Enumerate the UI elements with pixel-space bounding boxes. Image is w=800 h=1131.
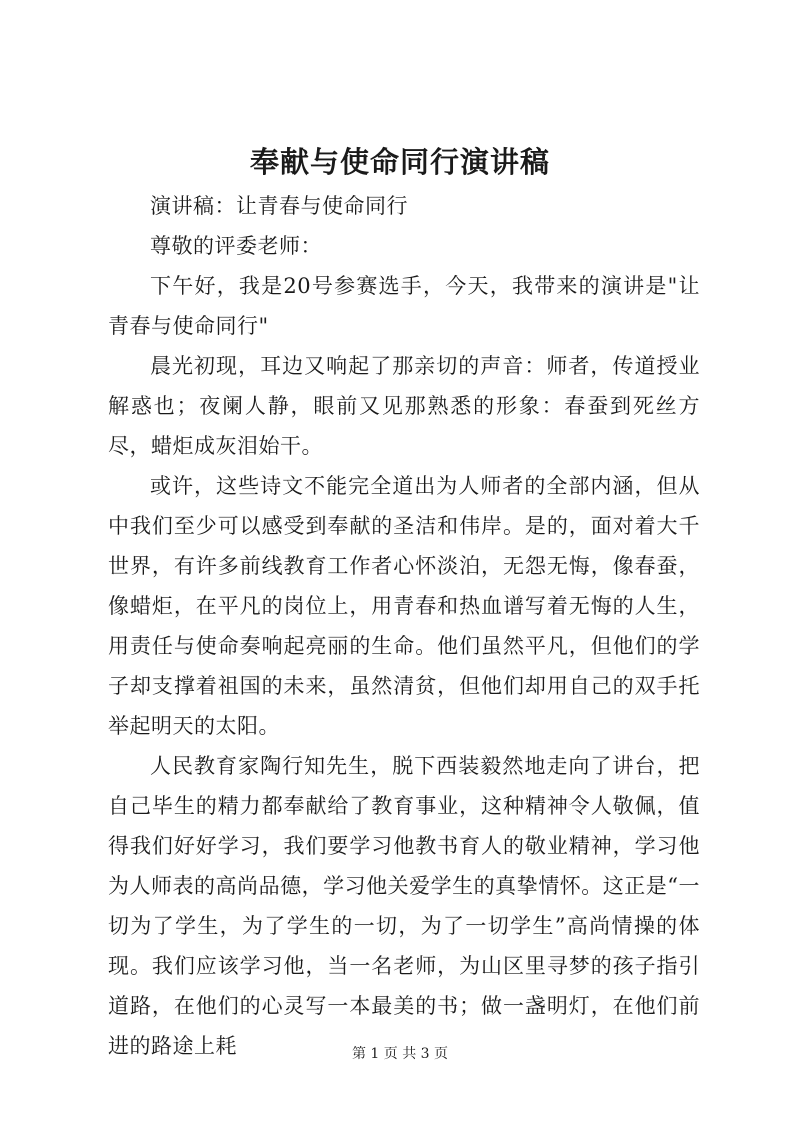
document-body <box>108 186 700 1066</box>
document-title: 奉献与使命同行演讲稿 <box>249 145 550 179</box>
paragraph-body: 或许，这些诗文不能完全道出为人师者的全部内涵，但从中我们至少可以感受到奉献的圣洁和伟岸。是的，面对着大千世界，有许多前线教育工作者心怀淡泊，无怨无悔，像春蚕，像蜡炬，在平凡的岗位上，用青春和热血谱写着无悔的人生，用责任与使命奏响起亮丽的生命。他们虽然平凡，但他们的学子却支撑着祖国的未来，虽然清贫，但他们却用自己的双手托举起明天的太阳。 <box>108 474 700 738</box>
paragraph-subtitle: 演讲稿：让青春与使命同行 <box>150 194 408 218</box>
paragraph-greeting: 下午好，我是20号参赛选手，今天，我带来的演讲是"让青春与使命同行" <box>108 274 700 338</box>
paragraph-body: 晨光初现，耳边又响起了那亲切的声音：师者，传道授业解惑也；夜阑人静，眼前又见那熟悉的形象：春蚕到死丝方尽，蜡炬成灰泪始干。 <box>108 354 700 458</box>
page-number-footer: 第 1 页 共 3 页 <box>351 1046 449 1062</box>
paragraph-salutation: 尊敬的评委老师： <box>150 234 322 258</box>
paragraph-body: 人民教育家陶行知先生，脱下西装毅然地走向了讲台，把自己毕生的精力都奉献给了教育事业，这种精神令人敬佩，值得我们好好学习，我们要学习他教书育人的敬业精神，学习他为人师表的高尚品德，学习他关爱学生的真挚情怀。这正是“一切为了学生，为了学生的一切，为了一切学生”高尚情操的体现。我们应该学习他，当一名老师，为山区里寻梦的孩子指引道路，在他们的心灵写一本最美的书；做一盏明灯，在他们前进的路途上耗 <box>108 754 700 1058</box>
